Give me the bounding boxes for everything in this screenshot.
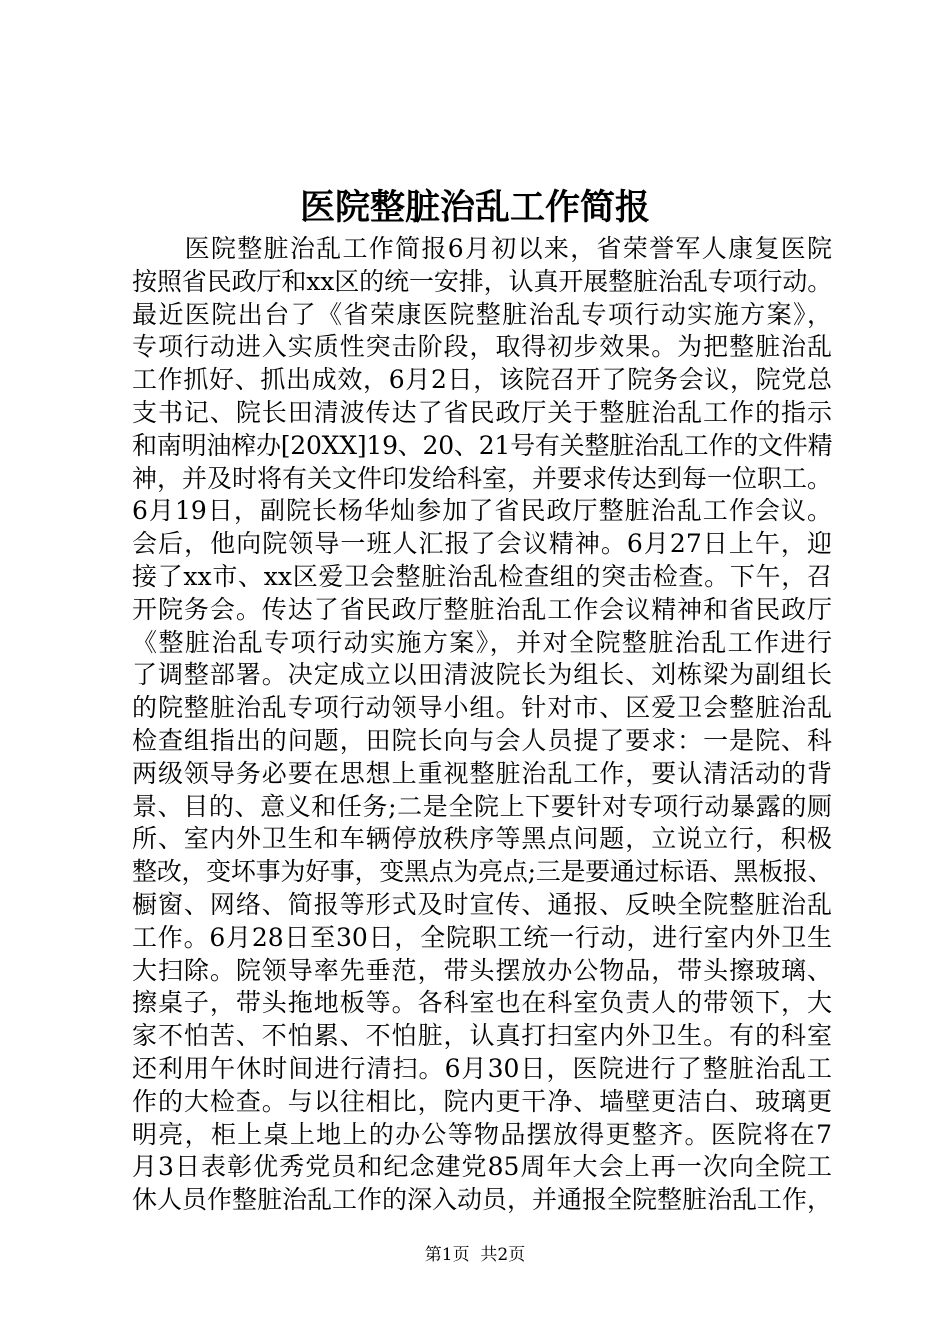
body-line: 了调整部署。决定成立以田清波院长为组长、刘栋梁为副组长 [132,660,832,690]
document-title: 医院整脏治乱工作简报 [299,187,650,228]
body-line: 休人员作整脏治乱工作的深入动员，并通报全院整脏治乱工作， [132,1185,833,1215]
body-line: 作的大检查。与以往相比，院内更干净、墙壁更洁白、玻璃更 [132,1086,832,1116]
body-line: 橱窗、网络、简报等形式及时宣传、通报、反映全院整脏治乱 [132,889,832,919]
body-line: 明亮，柜上桌上地上的办公等物品摆放得更整齐。医院将在7 [132,1119,832,1149]
body-line: 检查组指出的问题，田院长向与会人员提了要求：一是院、科 [132,725,832,755]
body-line: 支书记、院长田清波传达了省民政厅关于整脏治乱工作的指示 [132,397,832,427]
document-body [132,233,832,1217]
body-line: 工作。6月28日至30日，全院职工统一行动，进行室内外卫生 [132,922,832,952]
body-line: 整改，变坏事为好事，变黑点为亮点;三是要通过标语、黑板报、 [132,857,833,887]
body-line: 和南明油榨办[20XX]19、20、21号有关整脏治乱工作的文件精 [132,430,833,460]
body-line: 专项行动进入实质性突击阶段，取得初步效果。为把整脏治乱 [132,332,832,362]
body-line: 两级领导务必要在思想上重视整脏治乱工作，要认清活动的背 [132,758,832,788]
body-line: 擦桌子，带头拖地板等。各科室也在科室负责人的带领下，大 [132,988,832,1018]
body-line: 大扫除。院领导率先垂范，带头摆放办公物品，带头擦玻璃、 [132,955,832,985]
body-line: 月3日表彰优秀党员和纪念建党85周年大会上再一次向全院工 [132,1152,832,1182]
body-line: 接了xx市、xx区爱卫会整脏治乱检查组的突击检查。下午，召 [132,561,832,591]
body-line: 还利用午休时间进行清扫。6月30日，医院进行了整脏治乱工 [132,1053,832,1083]
body-line: 《整脏治乱专项行动实施方案》，并对全院整脏治乱工作进行 [132,627,832,657]
body-line: 最近医院出台了《省荣康医院整脏治乱专项行动实施方案》， [132,299,832,329]
body-line: 的院整脏治乱专项行动领导小组。针对市、区爱卫会整脏治乱 [132,693,832,723]
body-line: 开院务会。传达了省民政厅整脏治乱工作会议精神和省民政厅 [132,594,832,624]
body-line: 神，并及时将有关文件印发给科室，并要求传达到每一位职工。 [132,463,833,493]
body-line: 景、目的、意义和任务;二是全院上下要针对专项行动暴露的厕 [132,791,832,821]
body-line: 家不怕苦、不怕累、不怕脏，认真打扫室内外卫生。有的科室 [132,1021,832,1051]
page-footer [0,1243,950,1267]
body-line: 所、室内外卫生和车辆停放秩序等黑点问题，立说立行，积极 [132,824,832,854]
body-line: 工作抓好、抓出成效，6月2日，该院召开了院务会议，院党总 [132,365,832,395]
page-number-label: 第1页 共2页 [424,1245,526,1265]
body-line: 按照省民政厅和xx区的统一安排，认真开展整脏治乱专项行动。 [132,266,833,296]
body-line: 会后，他向院领导一班人汇报了会议精神。6月27日上午，迎 [132,529,832,559]
body-line: 6月19日，副院长杨华灿参加了省民政厅整脏治乱工作会议。 [132,496,832,526]
body-line: 医院整脏治乱工作简报6月初以来，省荣誉军人康复医院 [132,234,832,263]
